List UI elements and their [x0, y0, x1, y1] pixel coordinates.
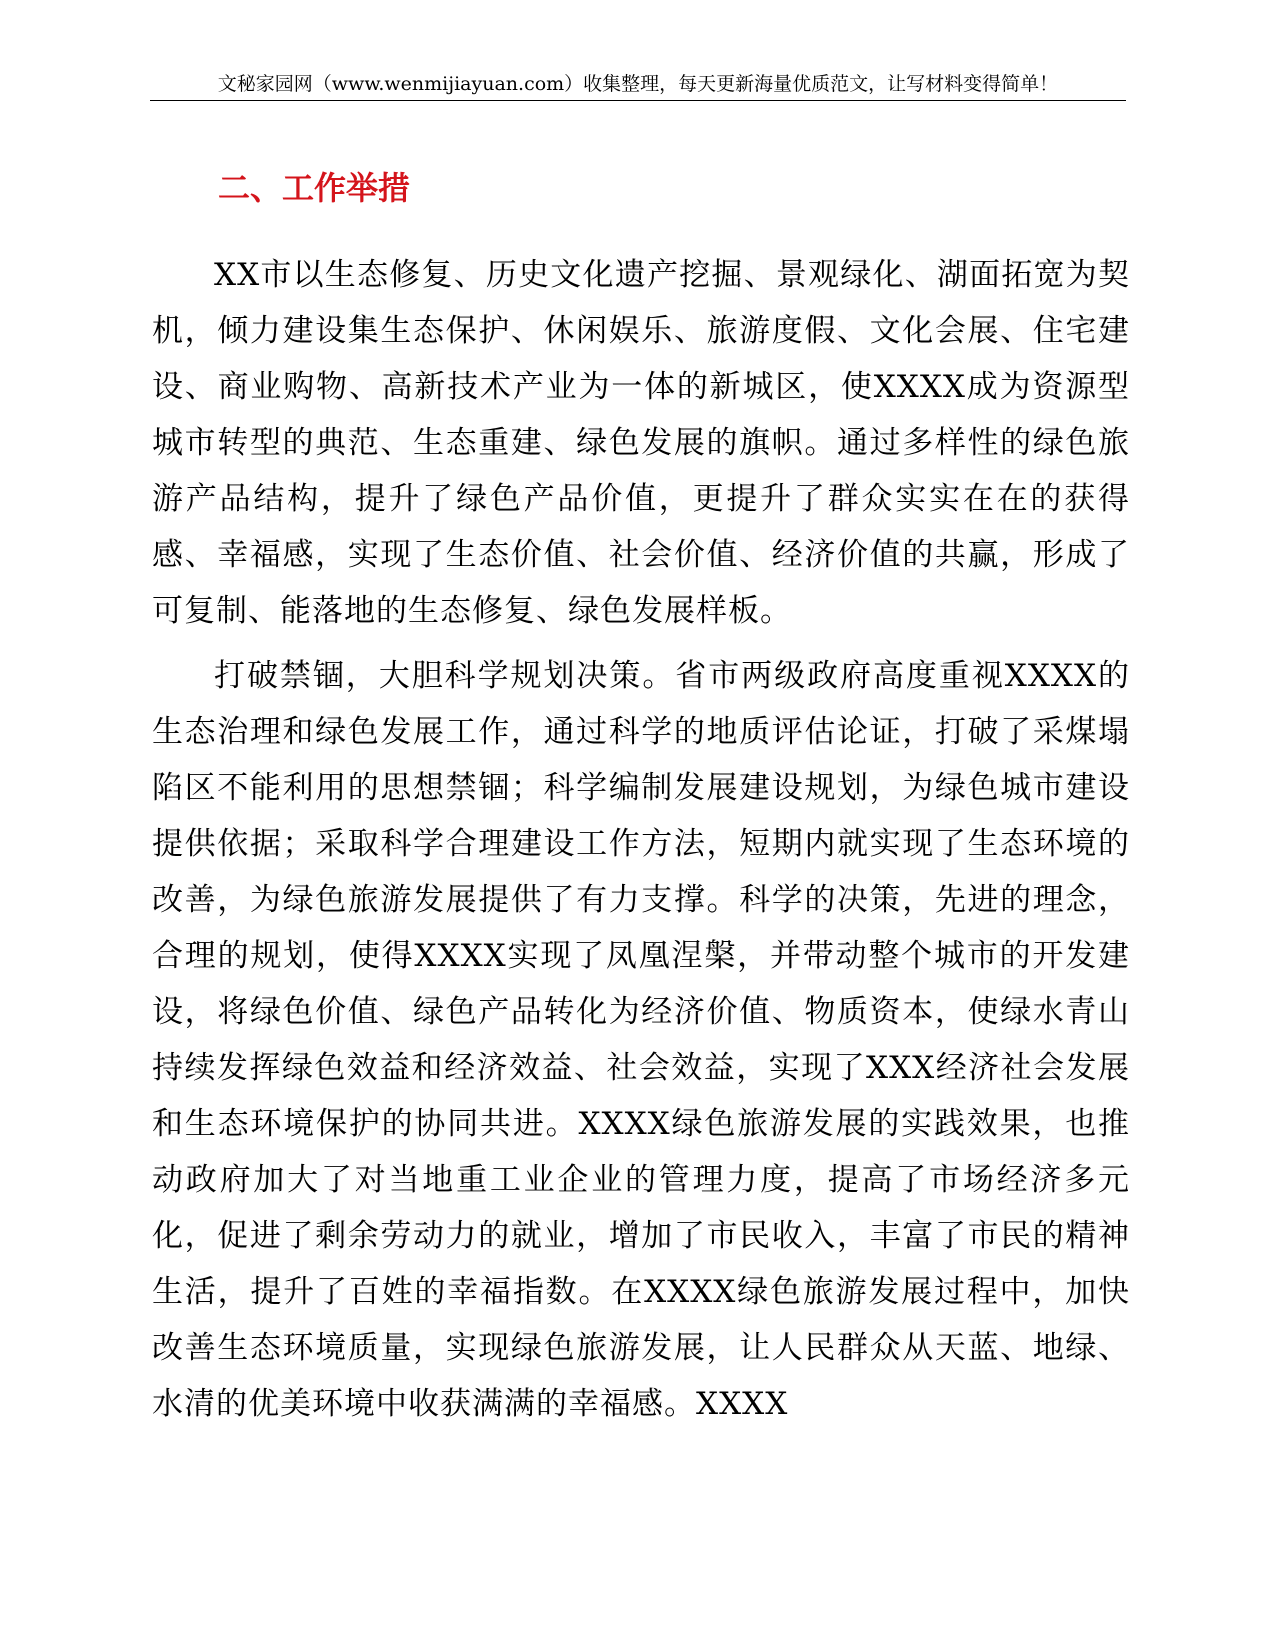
- header-text: 文秘家园网（www.wenmijiayuan.com）收集整理，每天更新海量优质范文，让写材料变得简单！: [217, 73, 1059, 95]
- section-title: 二、工作举措: [218, 169, 411, 207]
- paragraph-intro: XX市以生态修复、历史文化遗产挖掘、景观绿化、湖面拓宽为契机，倾力建设集生态保护、休闲娱乐、旅游度假、文化会展、住宅建设、商业购物、高新技术产业为一体的新城区，使XXXX成为资源型城市转型的典范、生态重建、绿色发展的旗帜。通过多样性的绿色旅游产品结构，提升了绿色产品价值，更提升了群众实实在在的获得感、幸福感，实现了生态价值、社会价值、经济价值的共赢，形成了可复制、能落地的生态修复、绿色发展样板。: [152, 257, 1130, 629]
- page-header: [150, 70, 1126, 101]
- paragraph-planning: 打破禁锢，大胆科学规划决策。省市两级政府高度重视XXXX的生态治理和绿色发展工作，通过科学的地质评估论证，打破了采煤塌陷区不能利用的思想禁锢；科学编制发展建设规划，为绿色城市建设提供依据；采取科学合理建设工作方法，短期内就实现了生态环境的改善，为绿色旅游发展提供了有力支撑。科学的决策，先进的理念，合理的规划，使得XXXX实现了凤凰涅槃，并带动整个城市的开发建设，将绿色价值、绿色产品转化为经济价值、物质资本，使绿水青山持续发挥绿色效益和经济效益、社会效益，实现了XXX经济社会发展和生态环境保护的协同共进。XXXX绿色旅游发展的实践效果，也推动政府加大了对当地重工业企业的管理力度，提高了市场经济多元化，促进了剩余劳动力的就业，增加了市民收入，丰富了市民的精神生活，提升了百姓的幸福指数。在XXXX绿色旅游发展过程中，加快改善生态环境质量，实现绿色旅游发展，让人民群众从天蓝、地绿、水清的优美环境中收获满满的幸福感。XXXX: [152, 658, 1130, 1422]
